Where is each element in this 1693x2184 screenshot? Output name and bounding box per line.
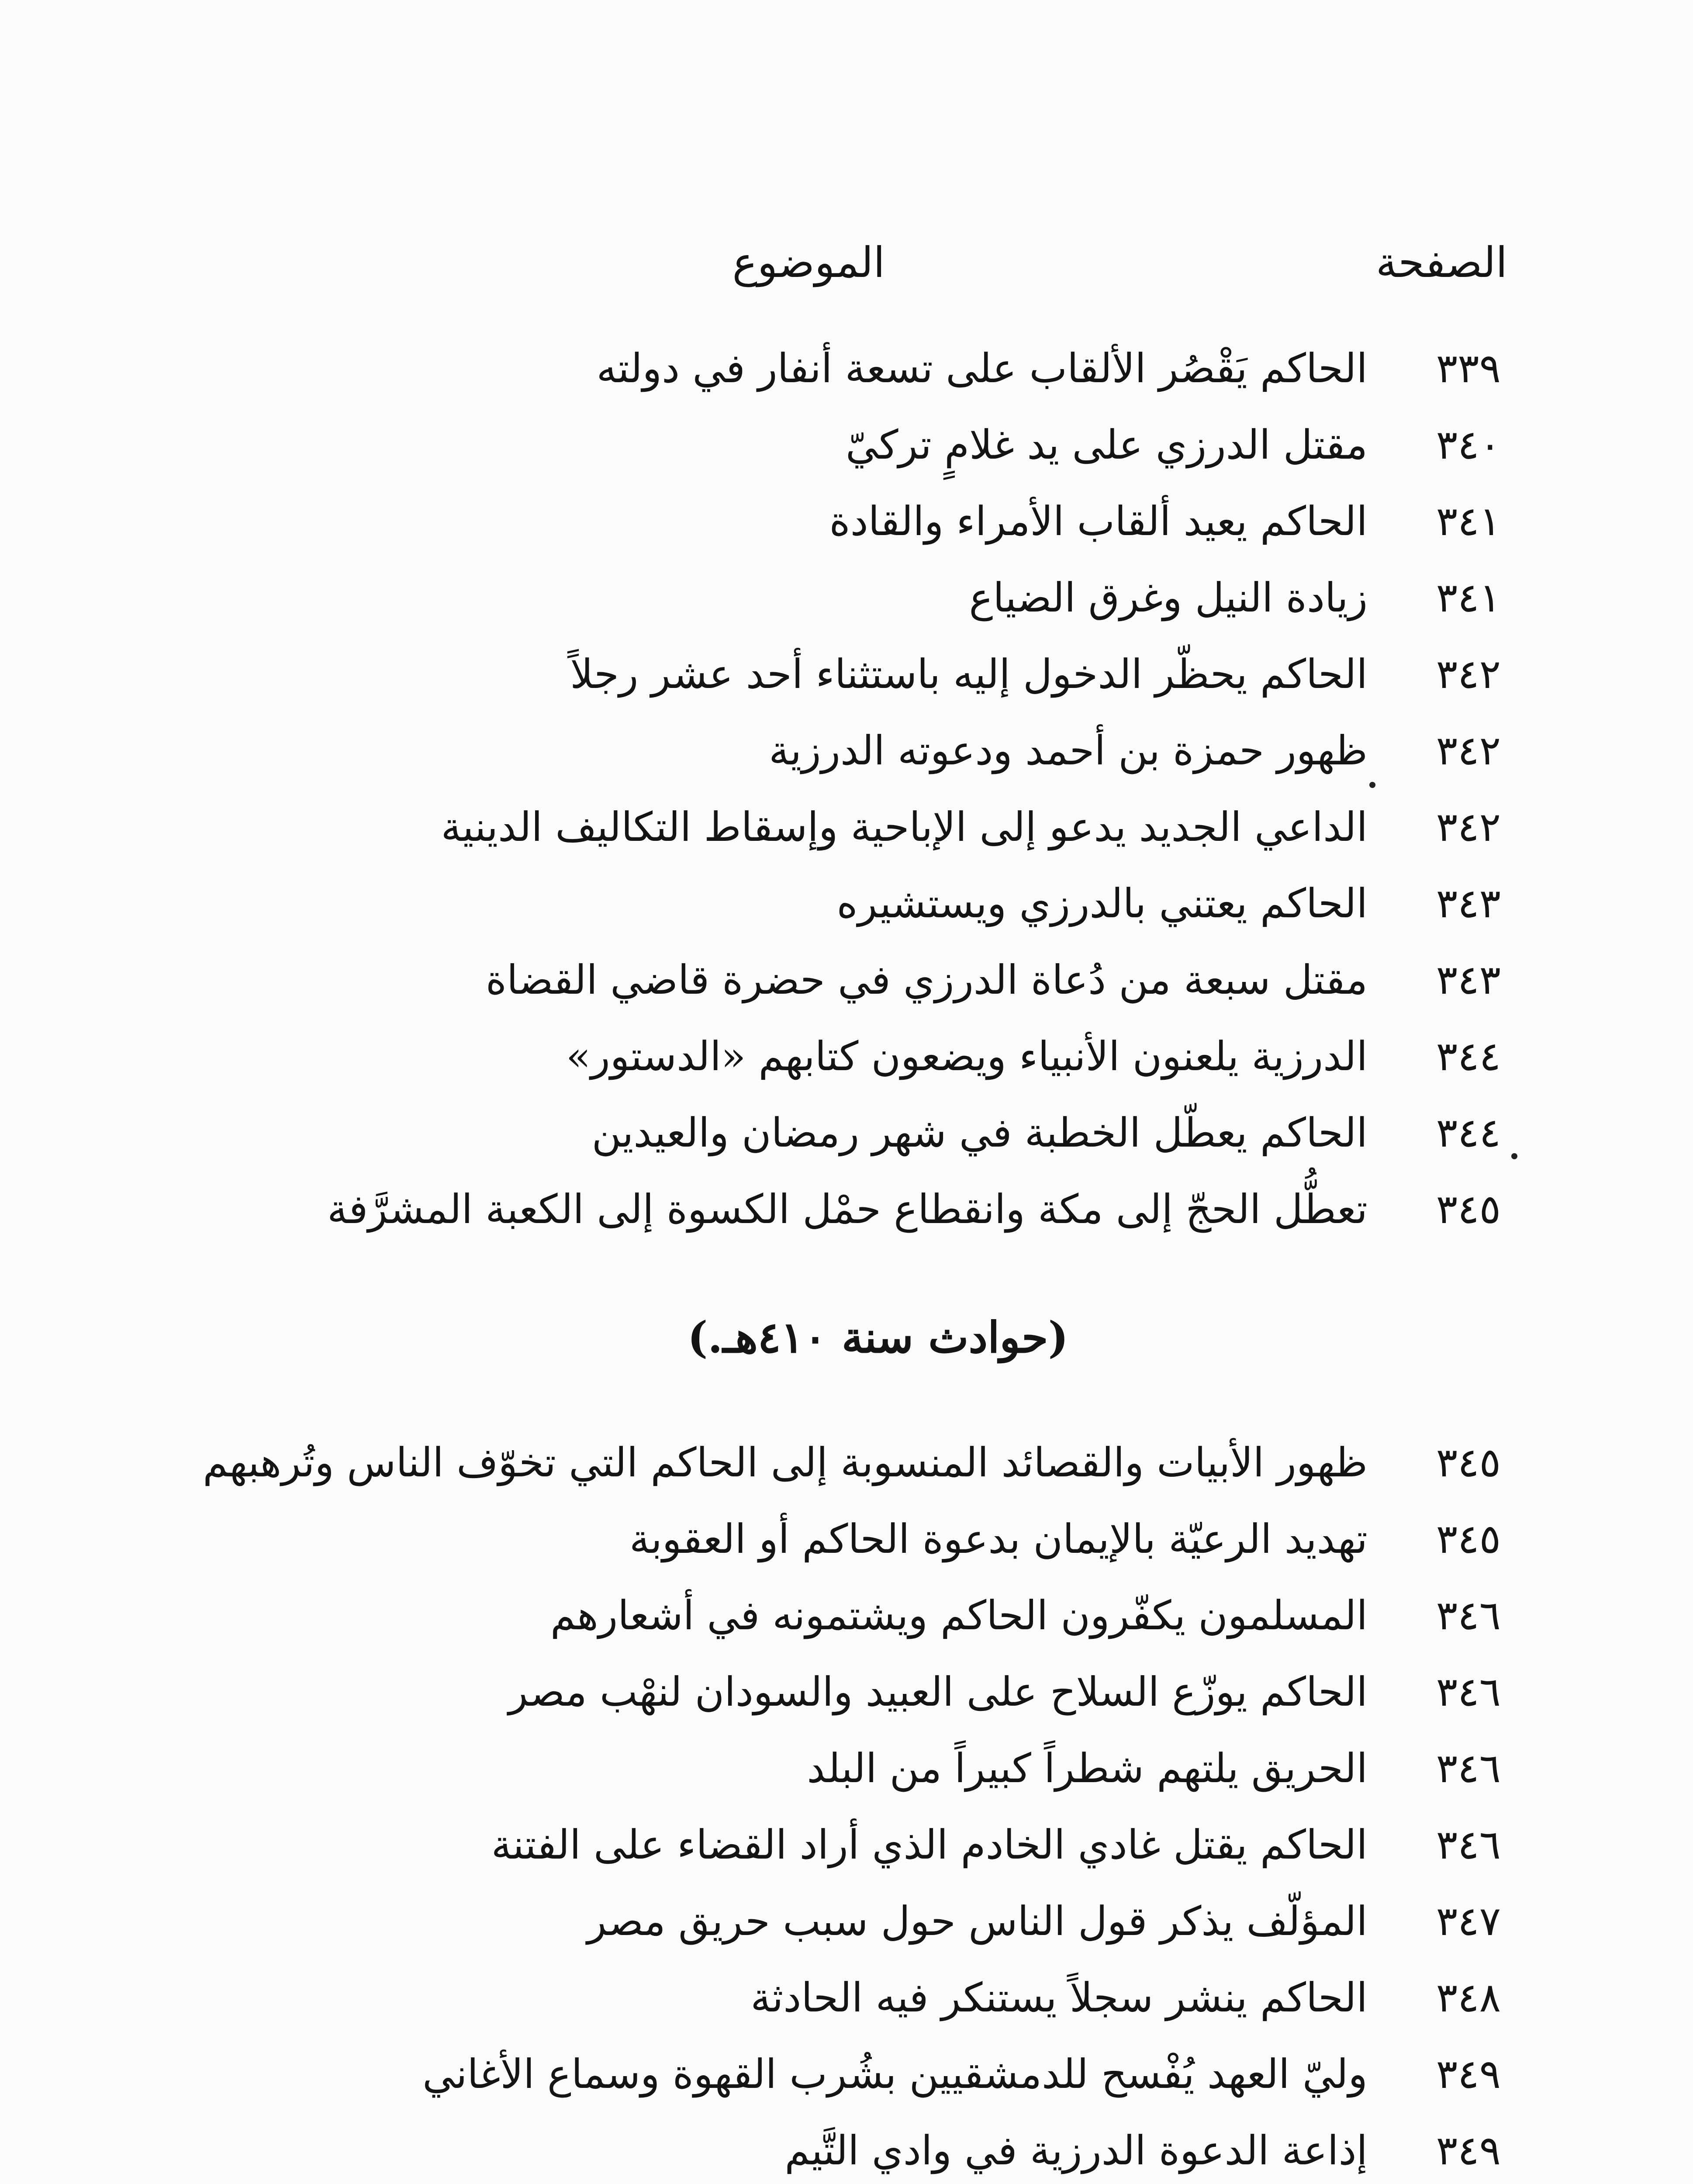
list-item	[0, 1974, 1693, 2051]
entry-topic: مقتل الدرزي على يد غلامٍ تركيّ	[846, 422, 1368, 468]
entry-page-number: ٣٤٩	[1436, 2127, 1501, 2174]
entry-page-number: ٣٤٦	[1436, 1745, 1501, 1792]
entry-topic: المسلمون يكفّرون الحاكم ويشتمونه في أشعارهم	[550, 1592, 1368, 1639]
entry-topic: الداعي الجديد يدعو إلى الإباحية وإسقاط التكاليف الدينية	[441, 804, 1368, 850]
list-item	[0, 1439, 1693, 1516]
entry-page-number: ٣٤٢	[1436, 727, 1501, 774]
list-item	[0, 1745, 1693, 1821]
ink-speck	[1511, 1153, 1517, 1159]
list-item	[0, 2051, 1693, 2127]
entry-page-number: ٣٤٢	[1436, 804, 1501, 850]
entry-topic: تهديد الرعيّة بالإيمان بدعوة الحاكم أو العقوبة	[629, 1516, 1368, 1562]
entry-topic: الحاكم يحظّر الدخول إليه باستثناء أحد عشر رجلاً	[570, 651, 1368, 698]
list-item	[0, 804, 1693, 880]
list-item	[0, 574, 1693, 651]
entry-topic: الدرزية يلعنون الأنبياء ويضعون كتابهم «الدستور»	[566, 1033, 1368, 1080]
list-item	[0, 498, 1693, 574]
list-item	[0, 1109, 1693, 1186]
entry-page-number: ٣٤٠	[1436, 422, 1501, 468]
entry-page-number: ٣٤٧	[1436, 1898, 1501, 1945]
entry-topic: الحاكم يعطّل الخطبة في شهر رمضان والعيدين	[591, 1109, 1368, 1156]
topic-column-heading: الموضوع	[732, 238, 885, 287]
entry-page-number: ٣٣٩	[1436, 345, 1501, 392]
entry-page-number: ٣٤١	[1436, 574, 1501, 621]
list-item	[0, 957, 1693, 1033]
list-item	[0, 1669, 1693, 1745]
entry-topic: الحريق يلتهم شطراً كبيراً من البلد	[807, 1745, 1368, 1792]
entry-page-number: ٣٤٤	[1436, 1033, 1501, 1080]
list-item	[0, 1186, 1693, 1262]
entry-topic: إذاعة الدعوة الدرزية في وادي التَّيم	[784, 2127, 1368, 2174]
entry-page-number: ٣٤٦	[1436, 1592, 1501, 1639]
entry-page-number: ٣٤٢	[1436, 651, 1501, 698]
entry-page-number: ٣٤٦	[1436, 1821, 1501, 1868]
entry-topic: وليّ العهد يُفْسح للدمشقيين بشُرب القهوة وسماع الأغاني	[422, 2051, 1368, 2098]
entry-topic: الحاكم يعيد ألقاب الأمراء والقادة	[829, 498, 1368, 545]
entry-page-number: ٣٤٨	[1436, 1974, 1501, 2021]
entry-topic: تعطُّل الحجّ إلى مكة وانقطاع حمْل الكسوة إلى الكعبة المشرَّفة	[327, 1186, 1368, 1233]
entry-topic: الحاكم يعتني بالدرزي ويستشيره	[836, 880, 1368, 927]
list-item	[0, 1516, 1693, 1592]
list-item	[0, 345, 1693, 422]
list-item	[0, 1821, 1693, 1898]
entry-topic: الحاكم ينشر سجلاً يستنكر فيه الحادثة	[750, 1974, 1368, 2021]
entry-topic: ظهور الأبيات والقصائد المنسوبة إلى الحاكم التي تخوّف الناس وتُرهبهم	[203, 1439, 1368, 1486]
table-header	[0, 238, 1693, 308]
list-item	[0, 422, 1693, 498]
entry-page-number: ٣٤٤	[1436, 1109, 1501, 1156]
list-item	[0, 1898, 1693, 1974]
list-item	[0, 1033, 1693, 1109]
entry-topic: الحاكم يقتل غادي الخادم الذي أراد القضاء على الفتنة	[491, 1821, 1368, 1868]
ink-speck	[1369, 782, 1375, 788]
entry-topic: زيادة النيل وغرق الضياع	[969, 574, 1368, 621]
entry-topic: المؤلّف يذكر قول الناس حول سبب حريق مصر	[587, 1898, 1368, 1945]
entry-page-number: ٣٤١	[1436, 498, 1501, 545]
list-item	[0, 2127, 1693, 2184]
page-column-heading: الصفحة	[1375, 238, 1507, 287]
entry-page-number: ٣٤٩	[1436, 2051, 1501, 2098]
entry-topic: الحاكم يوزّع السلاح على العبيد والسودان لنهْب مصر	[508, 1669, 1368, 1715]
entry-page-number: ٣٤٥	[1436, 1516, 1501, 1562]
entry-topic: ظهور حمزة بن أحمد ودعوته الدرزية	[769, 727, 1368, 774]
entry-page-number: ٣٤٥	[1436, 1186, 1501, 1233]
entry-page-number: ٣٤٣	[1436, 957, 1501, 1003]
list-item	[0, 880, 1693, 957]
list-item	[0, 727, 1693, 804]
entry-topic: مقتل سبعة من دُعاة الدرزي في حضرة قاضي القضاة	[485, 957, 1368, 1003]
list-item	[0, 651, 1693, 727]
section-heading: (حوادث سنة ٤١٠هـ.)	[688, 1313, 1068, 1363]
list-item	[0, 1592, 1693, 1669]
entry-topic: الحاكم يَقْصُر الألقاب على تسعة أنفار في دولته	[596, 345, 1368, 392]
entry-page-number: ٣٤٦	[1436, 1669, 1501, 1715]
entry-page-number: ٣٤٥	[1436, 1439, 1501, 1486]
entry-page-number: ٣٤٣	[1436, 880, 1501, 927]
